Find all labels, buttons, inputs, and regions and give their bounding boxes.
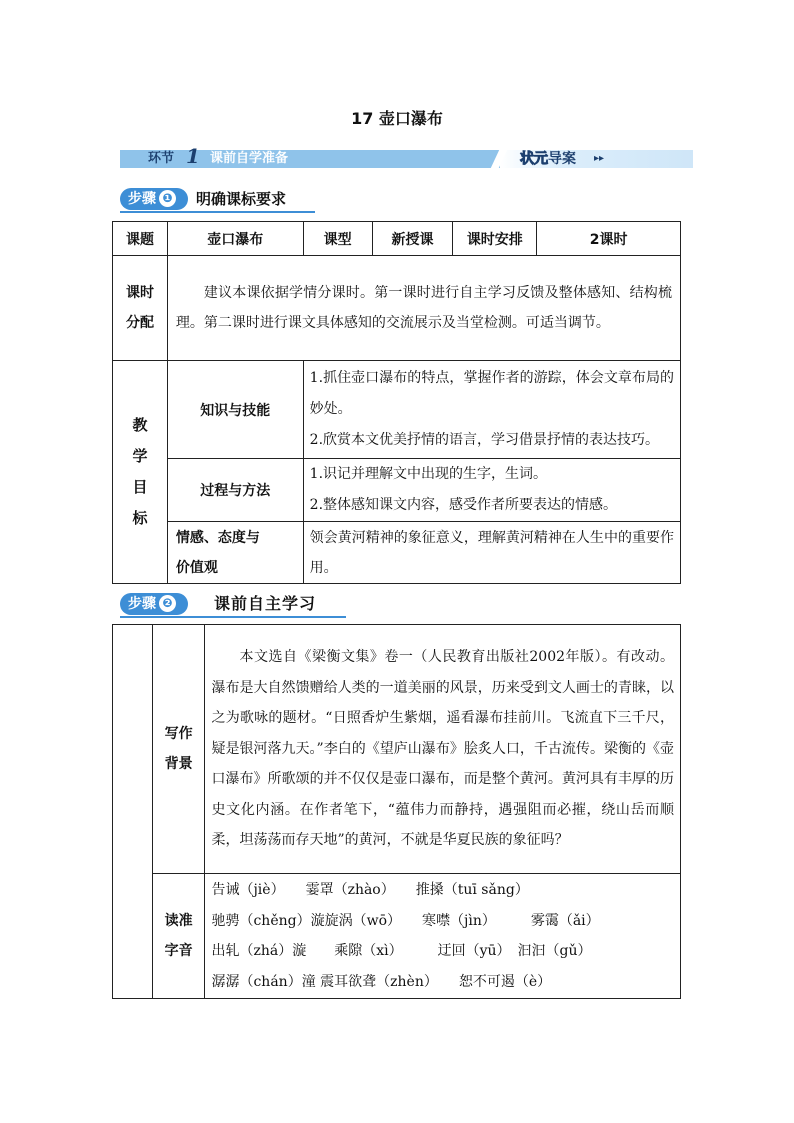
goal-process-line1: 1.识记并理解文中出现的生字，生词。 bbox=[309, 466, 548, 482]
allocation-header-line1: 课时 bbox=[125, 285, 154, 301]
goal-values-text: 领会黄河精神的象征意义，理解黄河精神在人生中的重要作用。 bbox=[303, 522, 680, 584]
type-value: 新授课 bbox=[372, 222, 453, 256]
goal-knowledge-line2: 2.欣赏本文优美抒情的语言，学习借景抒情的表达技巧。 bbox=[309, 432, 660, 448]
goals-char2: 学 bbox=[132, 447, 148, 465]
goal-knowledge-text bbox=[303, 361, 680, 459]
goals-char4: 标 bbox=[132, 509, 148, 527]
goal-values-label-line2: 价值观 bbox=[175, 559, 218, 576]
pronunciation-line-3: 出轧（zhá）漩 乘隙（xì） 迂回（yū） 汩汩（gǔ） bbox=[211, 943, 592, 959]
banner-stage-number: 1 bbox=[186, 144, 200, 168]
background-text: 本文选自《梁衡文集》卷一（人民教育出版社2002年版）。有改动。瀑布是大自然馈赠给人类的一道美丽的风景，历来受到文人画士的青睐，以之为歌咏的题材。“日照香炉生紫烟，遥看瀑布挂前川。飞流直下三千尺，疑是银河落九天。”李白的《望庐山瀑布》脍炙人口，千古流传。梁衡的《壶口瀑布》所歌颂的并不仅仅是壶口瀑布，而是整个黄河。黄河具有丰厚的历史文化内涵。在作者笔下，“蕴伟力而静持，遇强阻而必摧，绕山岳而顺柔，坦荡荡而存天地”的黄河，不就是华夏民族的象征吗？ bbox=[205, 625, 681, 874]
guide-part2: 导案 bbox=[548, 151, 576, 167]
goal-knowledge-line1: 1.抓住壶口瀑布的特点，掌握作者的游踪，体会文章布局的妙处。 bbox=[309, 370, 674, 417]
step1-number-icon: ❶ bbox=[159, 190, 176, 207]
pronunciation-list bbox=[205, 874, 681, 999]
step2-number-icon: ❷ bbox=[159, 595, 176, 612]
step1-title: 明确课标要求 bbox=[196, 190, 287, 208]
banner-stage-label: 环节 bbox=[148, 151, 175, 166]
step2-header bbox=[120, 593, 346, 615]
step1-underline bbox=[120, 211, 315, 213]
step2-label: 步骤 bbox=[128, 596, 156, 612]
allocation-header bbox=[113, 256, 168, 361]
pronunciation-label bbox=[152, 874, 205, 999]
page-title: 17 壶口瀑布 bbox=[351, 109, 443, 128]
goal-values-label-line1: 情感、态度与 bbox=[175, 529, 260, 546]
goal-values-label bbox=[167, 522, 303, 584]
banner-bar bbox=[120, 150, 505, 168]
step1-pill bbox=[120, 188, 188, 210]
step2-underline bbox=[120, 616, 346, 618]
pronunciation-line-2: 驰骋（chěng）漩旋涡（wō） 寒噤（jìn） 雾霭（ǎi） bbox=[211, 912, 600, 929]
background-label-line2: 背景 bbox=[164, 756, 193, 772]
self-study-blank-cell bbox=[113, 625, 153, 999]
goals-char1: 教 bbox=[132, 416, 148, 434]
schedule-value: 2课时 bbox=[537, 222, 681, 256]
topic-value: 壶口瀑布 bbox=[167, 222, 303, 256]
goals-header bbox=[113, 361, 168, 584]
goal-process-label: 过程与方法 bbox=[167, 459, 303, 522]
step1-label: 步骤 bbox=[128, 191, 156, 207]
allocation-header-line2: 分配 bbox=[125, 315, 154, 331]
step2-title: 课前自主学习 bbox=[214, 594, 317, 613]
goal-process-text bbox=[303, 459, 680, 522]
topic-header: 课题 bbox=[113, 222, 168, 256]
step1-header bbox=[120, 188, 315, 210]
step2-pill bbox=[120, 593, 188, 615]
section-banner bbox=[120, 144, 693, 168]
curriculum-table bbox=[112, 221, 681, 584]
pronunciation-label-line2: 字音 bbox=[164, 943, 193, 959]
goal-knowledge-label: 知识与技能 bbox=[167, 361, 303, 459]
banner-section-title: 课前自学准备 bbox=[210, 151, 289, 166]
pronunciation-line-1: 告诫（jiè） 霎罩（zhào） 推搡（tuī sǎng） bbox=[211, 882, 529, 898]
self-study-table bbox=[112, 624, 681, 999]
background-label-line1: 写作 bbox=[164, 726, 193, 742]
schedule-header: 课时安排 bbox=[453, 222, 537, 256]
goal-process-line2: 2.整体感知课文内容，感受作者所要表达的情感。 bbox=[309, 497, 618, 513]
pronunciation-line-4: 潺潺（chán）潼 震耳欲聋（zhèn） 恕不可遏（è） bbox=[211, 973, 552, 990]
guide-part1: 状元 bbox=[520, 151, 548, 167]
goals-char3: 目 bbox=[132, 478, 148, 496]
type-header: 课型 bbox=[303, 222, 372, 256]
banner-guide-label bbox=[520, 150, 576, 168]
double-arrow-icon: ▸▸ bbox=[594, 153, 605, 164]
background-label bbox=[152, 625, 205, 874]
pronunciation-label-line1: 读准 bbox=[164, 913, 193, 929]
allocation-text: 建议本课依据学情分课时。第一课时进行自主学习反馈及整体感知、结构梳理。第二课时进行课文具体感知的交流展示及当堂检测。可适当调节。 bbox=[167, 256, 680, 361]
